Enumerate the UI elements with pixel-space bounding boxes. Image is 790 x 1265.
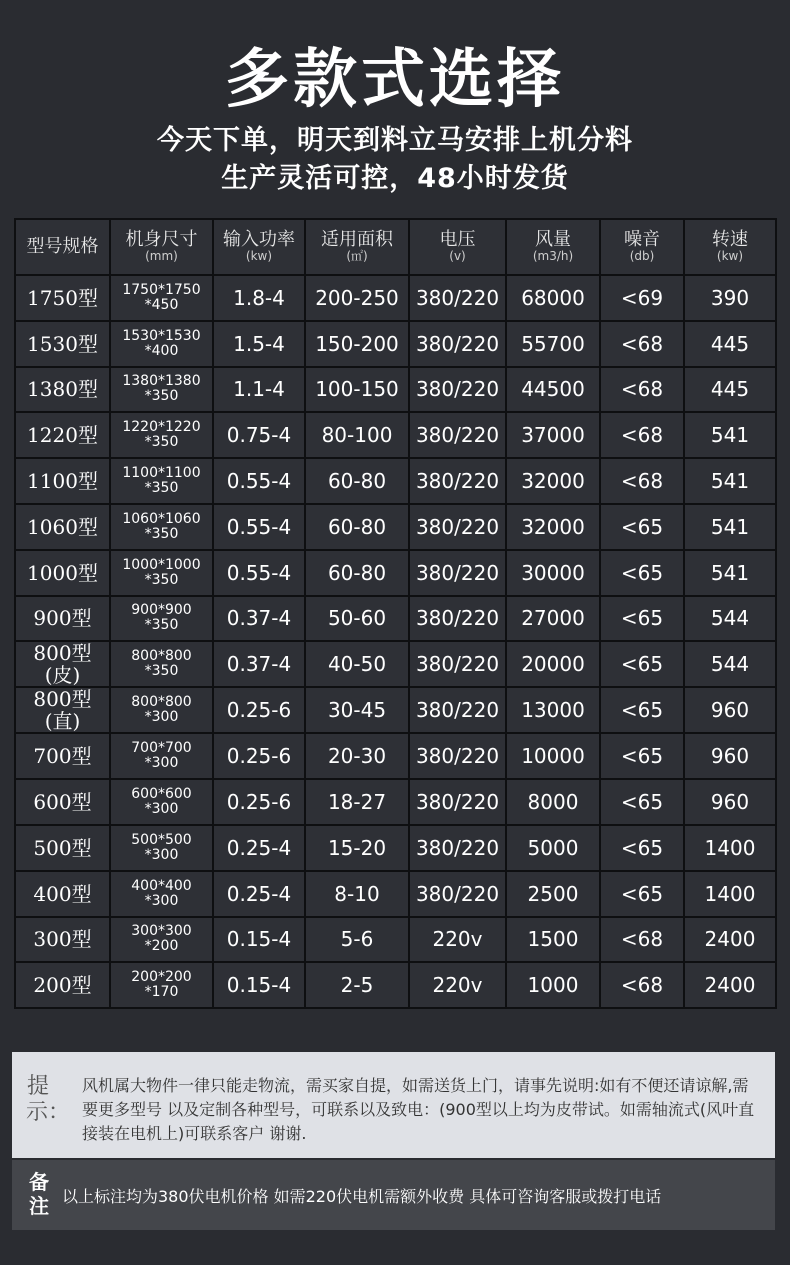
cell-noise: <65: [600, 641, 684, 687]
cell-area: 50-60: [305, 596, 409, 642]
cell-size-dims: 700*700: [131, 740, 192, 757]
table-row: [15, 504, 776, 550]
cell-airflow: 10000: [506, 733, 600, 779]
cell-size: [110, 275, 213, 321]
cell-model: 200型: [15, 962, 110, 1008]
cell-voltage: 380/220: [409, 641, 506, 687]
cell-model: 900型: [15, 596, 110, 642]
column-header: [506, 219, 600, 275]
cell-model: 1380型: [15, 367, 110, 413]
cell-area: 15-20: [305, 825, 409, 871]
tips-box: [12, 1052, 775, 1158]
table-header-row: [15, 219, 776, 275]
cell-area: 18-27: [305, 779, 409, 825]
cell-area: 60-80: [305, 550, 409, 596]
column-header-label: 型号规格: [26, 236, 99, 257]
column-header-label: 适用面积: [321, 229, 393, 250]
cell-size-dims: 1000*1000: [122, 556, 201, 573]
cell-size-depth: *350: [144, 663, 179, 680]
cell-voltage: 220v: [409, 917, 506, 963]
cell-speed: 960: [684, 733, 776, 779]
column-header: [600, 219, 684, 275]
cell-airflow: 68000: [506, 275, 600, 321]
cell-voltage: 380/220: [409, 687, 506, 733]
cell-size-depth: *170: [144, 984, 179, 1001]
cell-model: 1750型: [15, 275, 110, 321]
cell-airflow: 1000: [506, 962, 600, 1008]
table-body: [15, 275, 776, 1008]
table-row: [15, 687, 776, 733]
cell-airflow: 13000: [506, 687, 600, 733]
column-header: [15, 219, 110, 275]
table-row: [15, 596, 776, 642]
cell-speed: 544: [684, 596, 776, 642]
cell-airflow: 20000: [506, 641, 600, 687]
cell-voltage: 380/220: [409, 871, 506, 917]
cell-area: 40-50: [305, 641, 409, 687]
cell-model: 300型: [15, 917, 110, 963]
cell-power: 1.8-4: [213, 275, 305, 321]
cell-airflow: 30000: [506, 550, 600, 596]
cell-model: 400型: [15, 871, 110, 917]
column-header-label: 电压: [439, 229, 476, 250]
cell-size-dims: 500*500: [131, 831, 192, 848]
cell-area: 2-5: [305, 962, 409, 1008]
cell-speed: 541: [684, 412, 776, 458]
cell-size-depth: *300: [144, 709, 179, 726]
cell-size-dims: 400*400: [131, 877, 192, 894]
note-label: 备注: [29, 1170, 49, 1218]
cell-power: 0.25-6: [213, 687, 305, 733]
cell-speed: 544: [684, 641, 776, 687]
cell-noise: <68: [600, 962, 684, 1008]
cell-size-dims: 800*800: [131, 694, 192, 711]
cell-size-dims: 1380*1380: [122, 373, 201, 390]
cell-speed: 2400: [684, 917, 776, 963]
cell-voltage: 380/220: [409, 367, 506, 413]
cell-noise: <65: [600, 550, 684, 596]
column-header-unit: (kw): [716, 249, 744, 263]
spec-table: [14, 218, 777, 1009]
cell-size-dims: 200*200: [131, 969, 192, 986]
cell-size: [110, 871, 213, 917]
column-header-unit: (kw): [245, 249, 273, 263]
cell-size-depth: *300: [144, 846, 179, 863]
cell-size-dims: 1060*1060: [122, 510, 201, 527]
cell-size-dims: 800*800: [131, 648, 192, 665]
cell-size: [110, 504, 213, 550]
table-row: [15, 550, 776, 596]
cell-voltage: 380/220: [409, 504, 506, 550]
cell-size-depth: *200: [144, 938, 179, 955]
cell-size-depth: *400: [144, 342, 179, 359]
cell-size: [110, 917, 213, 963]
cell-size: [110, 458, 213, 504]
cell-speed: 960: [684, 779, 776, 825]
column-header-unit: (v): [449, 249, 466, 263]
cell-size: [110, 596, 213, 642]
cell-airflow: 1500: [506, 917, 600, 963]
table-row: [15, 458, 776, 504]
cell-voltage: 380/220: [409, 596, 506, 642]
cell-area: 60-80: [305, 458, 409, 504]
cell-model: 1060型: [15, 504, 110, 550]
note-box: [12, 1160, 775, 1230]
cell-size: [110, 687, 213, 733]
cell-model: 500型: [15, 825, 110, 871]
cell-model: 1530型: [15, 321, 110, 367]
cell-noise: <69: [600, 275, 684, 321]
cell-model: 600型: [15, 779, 110, 825]
cell-speed: 541: [684, 550, 776, 596]
cell-voltage: 380/220: [409, 412, 506, 458]
cell-size: [110, 641, 213, 687]
table-row: [15, 275, 776, 321]
table-row: [15, 917, 776, 963]
note-text: 以上标注均为380伏电机价格 如需220伏电机需额外收费 具体可咨询客服或拨打电话: [62, 1187, 662, 1206]
cell-power: 0.25-4: [213, 871, 305, 917]
cell-size-depth: *350: [144, 571, 179, 588]
cell-noise: <65: [600, 596, 684, 642]
cell-size-depth: *350: [144, 480, 179, 497]
cell-power: 0.25-4: [213, 825, 305, 871]
cell-speed: 1400: [684, 825, 776, 871]
cell-speed: 445: [684, 321, 776, 367]
cell-area: 8-10: [305, 871, 409, 917]
cell-power: 0.37-4: [213, 641, 305, 687]
cell-voltage: 380/220: [409, 733, 506, 779]
table-row: [15, 641, 776, 687]
cell-model: 800型 (直): [15, 687, 110, 733]
cell-size-depth: *350: [144, 388, 179, 405]
table-row: [15, 367, 776, 413]
cell-airflow: 5000: [506, 825, 600, 871]
cell-airflow: 27000: [506, 596, 600, 642]
cell-speed: 445: [684, 367, 776, 413]
column-header-label: 风量: [535, 229, 571, 250]
column-header: [684, 219, 776, 275]
cell-size: [110, 733, 213, 779]
cell-size: [110, 550, 213, 596]
cell-power: 0.25-6: [213, 733, 305, 779]
cell-size: [110, 321, 213, 367]
cell-speed: 390: [684, 275, 776, 321]
column-header-unit: (m3/h): [532, 249, 574, 263]
cell-noise: <68: [600, 458, 684, 504]
cell-size-dims: 1220*1220: [122, 419, 201, 436]
cell-size-depth: *450: [144, 296, 179, 313]
column-header-unit: (db): [629, 249, 655, 263]
cell-power: 0.25-6: [213, 779, 305, 825]
cell-noise: <65: [600, 733, 684, 779]
column-header-label: 机身尺寸: [125, 229, 198, 250]
cell-size-depth: *300: [144, 892, 179, 909]
cell-power: 0.55-4: [213, 458, 305, 504]
cell-area: 60-80: [305, 504, 409, 550]
cell-airflow: 2500: [506, 871, 600, 917]
cell-speed: 541: [684, 504, 776, 550]
table-row: [15, 871, 776, 917]
column-header-unit: (mm): [145, 249, 178, 263]
cell-voltage: 380/220: [409, 321, 506, 367]
cell-airflow: 32000: [506, 504, 600, 550]
cell-noise: <68: [600, 412, 684, 458]
table-row: [15, 825, 776, 871]
cell-power: 0.15-4: [213, 917, 305, 963]
cell-area: 80-100: [305, 412, 409, 458]
cell-noise: <65: [600, 687, 684, 733]
cell-size-depth: *300: [144, 755, 179, 772]
column-header-label: 噪音: [624, 229, 660, 250]
cell-voltage: 380/220: [409, 458, 506, 504]
cell-size: [110, 367, 213, 413]
cell-speed: 1400: [684, 871, 776, 917]
cell-area: 200-250: [305, 275, 409, 321]
tips-text: 风机属大物件一律只能走物流，需买家自提，如需送货上门，请事先说明:如有不便还请谅解,需要更多型号 以及定制各种型号，可联系以及致电：(900型以上均为皮带试。如需轴流式(风叶直接装在电机上)可联系客户 谢谢.: [82, 1076, 755, 1143]
column-header: [213, 219, 305, 275]
cell-power: 0.37-4: [213, 596, 305, 642]
cell-power: 0.15-4: [213, 962, 305, 1008]
cell-airflow: 37000: [506, 412, 600, 458]
cell-model: 1220型: [15, 412, 110, 458]
cell-area: 20-30: [305, 733, 409, 779]
cell-power: 1.1-4: [213, 367, 305, 413]
page-title: 多款式选择: [225, 43, 565, 117]
cell-model: 1100型: [15, 458, 110, 504]
cell-size: [110, 962, 213, 1008]
cell-size-depth: *350: [144, 434, 179, 451]
cell-size-depth: *350: [144, 617, 179, 634]
column-header-label: 输入功率: [223, 229, 295, 250]
cell-noise: <68: [600, 917, 684, 963]
cell-size: [110, 412, 213, 458]
table-row: [15, 733, 776, 779]
cell-model: 1000型: [15, 550, 110, 596]
cell-noise: <65: [600, 779, 684, 825]
cell-voltage: 220v: [409, 962, 506, 1008]
subtitle-line-2: 生产灵活可控，48小时发货: [221, 163, 569, 194]
cell-speed: 541: [684, 458, 776, 504]
cell-power: 0.55-4: [213, 550, 305, 596]
cell-speed: 960: [684, 687, 776, 733]
cell-size-depth: *300: [144, 801, 179, 818]
cell-area: 30-45: [305, 687, 409, 733]
cell-size-depth: *350: [144, 525, 179, 542]
subtitle-line-1: 今天下单，明天到料立马安排上机分料: [157, 125, 633, 156]
cell-voltage: 380/220: [409, 550, 506, 596]
column-header-label: 转速: [712, 229, 748, 250]
cell-area: 150-200: [305, 321, 409, 367]
column-header: [305, 219, 409, 275]
cell-size-dims: 600*600: [131, 786, 192, 803]
cell-noise: <68: [600, 367, 684, 413]
cell-voltage: 380/220: [409, 779, 506, 825]
cell-airflow: 55700: [506, 321, 600, 367]
table-row: [15, 412, 776, 458]
table-row: [15, 962, 776, 1008]
cell-size-dims: 1100*1100: [122, 465, 201, 482]
cell-size: [110, 825, 213, 871]
column-header-unit: (㎡): [346, 249, 368, 263]
cell-noise: <65: [600, 825, 684, 871]
table-row: [15, 779, 776, 825]
cell-voltage: 380/220: [409, 825, 506, 871]
table-row: [15, 321, 776, 367]
cell-model: 800型 (皮): [15, 641, 110, 687]
cell-noise: <65: [600, 871, 684, 917]
cell-size-dims: 1530*1530: [122, 327, 201, 344]
cell-area: 5-6: [305, 917, 409, 963]
cell-size-dims: 900*900: [131, 602, 192, 619]
cell-airflow: 44500: [506, 367, 600, 413]
cell-size: [110, 779, 213, 825]
cell-size-dims: 300*300: [131, 923, 192, 940]
cell-power: 0.55-4: [213, 504, 305, 550]
cell-airflow: 32000: [506, 458, 600, 504]
cell-power: 0.75-4: [213, 412, 305, 458]
column-header: [409, 219, 506, 275]
cell-airflow: 8000: [506, 779, 600, 825]
cell-model: 700型: [15, 733, 110, 779]
cell-speed: 2400: [684, 962, 776, 1008]
column-header: [110, 219, 213, 275]
tips-label: 提示：: [26, 1074, 71, 1125]
cell-voltage: 380/220: [409, 275, 506, 321]
cell-area: 100-150: [305, 367, 409, 413]
cell-noise: <65: [600, 504, 684, 550]
cell-power: 1.5-4: [213, 321, 305, 367]
cell-size-dims: 1750*1750: [122, 281, 201, 298]
cell-noise: <68: [600, 321, 684, 367]
